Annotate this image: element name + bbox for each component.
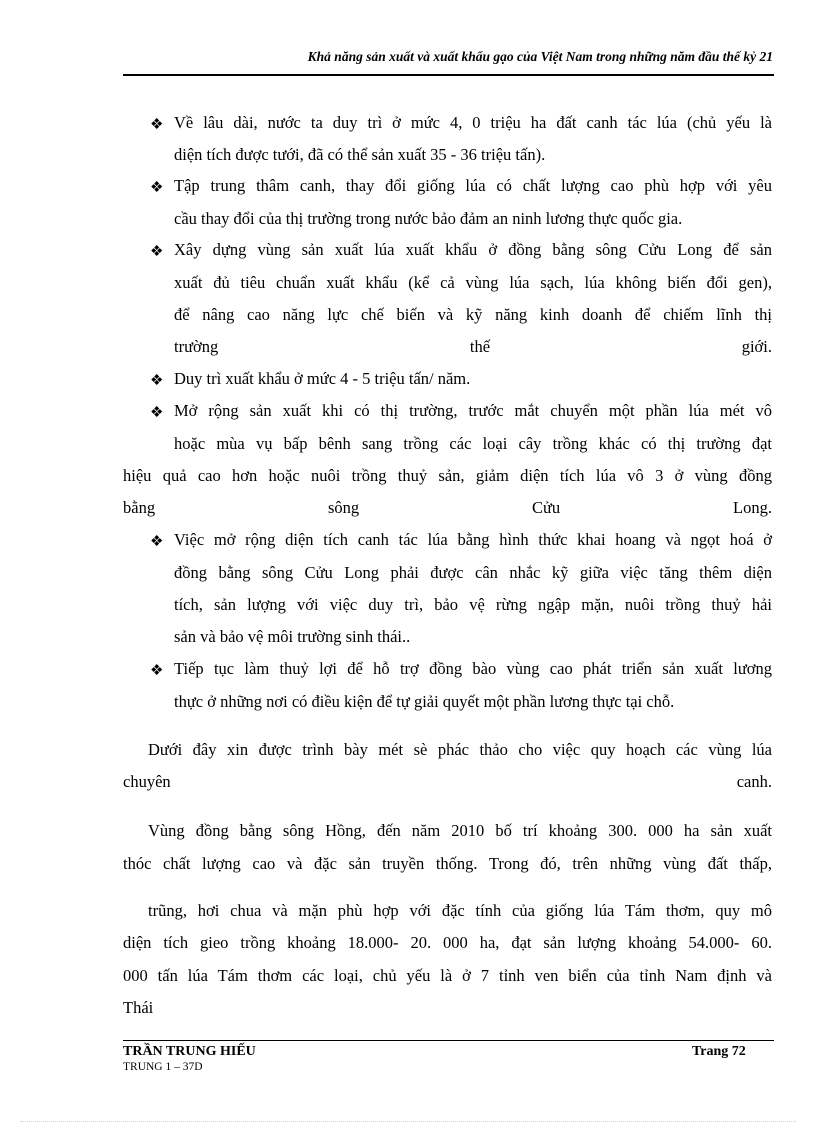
footer-page-number: Trang 72 (692, 1044, 746, 1059)
text-line: Vùng đồng bằng sông Hồng, đến năm 2010 bố trí khoảng 300. 000 ha sản xuất (148, 821, 772, 840)
text-line: Tập trung thâm canh, thay đổi giống lúa có chất lượng cao phù hợp với yêu (174, 176, 772, 195)
text-line: trường thế giới. (174, 337, 772, 356)
running-header: Khả năng sản xuất và xuất khẩu gạo của Việt Nam trong những năm đầu thế kỷ 21 (307, 49, 773, 64)
text-line: diện tích gieo trồng khoảng 18.000- 20. 000 ha, đạt sản lượng khoảng 54.000- 60. (123, 933, 772, 952)
text-line: đồng bằng sông Cửu Long phải được cân nhắc kỹ giữa việc tăng thêm diện (174, 563, 772, 582)
text-line: xuất đủ tiêu chuẩn xuất khẩu (kể cả vùng lúa sạch, lúa không biến đổi gen), (174, 273, 772, 292)
text-line: Duy trì xuất khẩu ở mức 4 - 5 triệu tấn/ năm. (174, 369, 471, 388)
text-line: để nâng cao năng lực chế biến và kỹ năng kinh doanh để chiếm lĩnh thị (174, 305, 772, 324)
text-line: trũng, hơi chua và mặn phù hợp với đặc tính của giống lúa Tám thơm, quy mô (148, 901, 772, 920)
text-line: Mở rộng sản xuất khi có thị trường, trước mắt chuyển một phần lúa mét vô (174, 401, 772, 420)
text-line: Tiếp tục làm thuỷ lợi để hỗ trợ đồng bào vùng cao phát triển sản xuất lương (174, 659, 772, 678)
text-line: hiệu quả cao hơn hoặc nuôi trồng thuỷ sản, giảm diện tích lúa vô 3 ở vùng đồng (123, 466, 772, 485)
bullet-icon: ❖ (150, 663, 164, 679)
text-line: Xây dựng vùng sản xuất lúa xuất khẩu ở đồng bằng sông Cửu Long để sản (174, 240, 772, 259)
bullet-icon: ❖ (150, 180, 164, 196)
bullet-icon: ❖ (150, 373, 164, 389)
bullet-icon: ❖ (150, 244, 164, 260)
text-line: 000 tấn lúa Tám thơm các loại, chủ yếu là ở 7 tỉnh ven biển của tỉnh Nam định và (123, 966, 772, 985)
text-line: Thái (123, 998, 154, 1017)
text-line: Việc mở rộng diện tích canh tác lúa bằng hình thức khai hoang và ngọt hoá ở (174, 530, 772, 549)
text-line: thóc chất lượng cao và đặc sản truyền thống. Trong đó, trên những vùng đất thấp, (123, 854, 772, 873)
text-line: Về lâu dài, nước ta duy trì ở mức 4, 0 triệu ha đất canh tác lúa (chủ yếu là (174, 113, 772, 132)
bullet-icon: ❖ (150, 534, 164, 550)
footer-author: TRẦN TRUNG HIẾU (123, 1044, 256, 1059)
text-line: hoặc mùa vụ bấp bênh sang trồng các loại cây trồng khác có thị trường đạt (174, 434, 772, 453)
text-line: thực ở những nơi có điều kiện để tự giải quyết một phần lương thực tại chỗ. (174, 692, 675, 711)
bullet-icon: ❖ (150, 117, 164, 133)
text-line: cầu thay đổi của thị trường trong nước bảo đảm an ninh lương thực quốc gia. (174, 209, 683, 228)
text-line: chuyên canh. (123, 772, 772, 791)
text-line: diện tích được tưới, đã có thể sản xuất 35 - 36 triệu tấn). (174, 145, 546, 164)
page-edge-divider (20, 1121, 796, 1122)
header-rule (123, 74, 774, 76)
bullet-icon: ❖ (150, 405, 164, 421)
footer-rule (123, 1040, 774, 1041)
text-line: sản và bảo vệ môi trường sinh thái.. (174, 627, 411, 646)
footer-class: TRUNG 1 – 37D (123, 1061, 203, 1073)
text-line: Dưới đây xin được trình bày mét sè phác thảo cho việc quy hoạch các vùng lúa (148, 740, 772, 759)
text-line: tích, sản lượng với việc duy trì, bảo vệ rừng ngập mặn, nuôi trồng thuỷ hải (174, 595, 772, 614)
text-line: bằng sông Cửu Long. (123, 498, 772, 517)
